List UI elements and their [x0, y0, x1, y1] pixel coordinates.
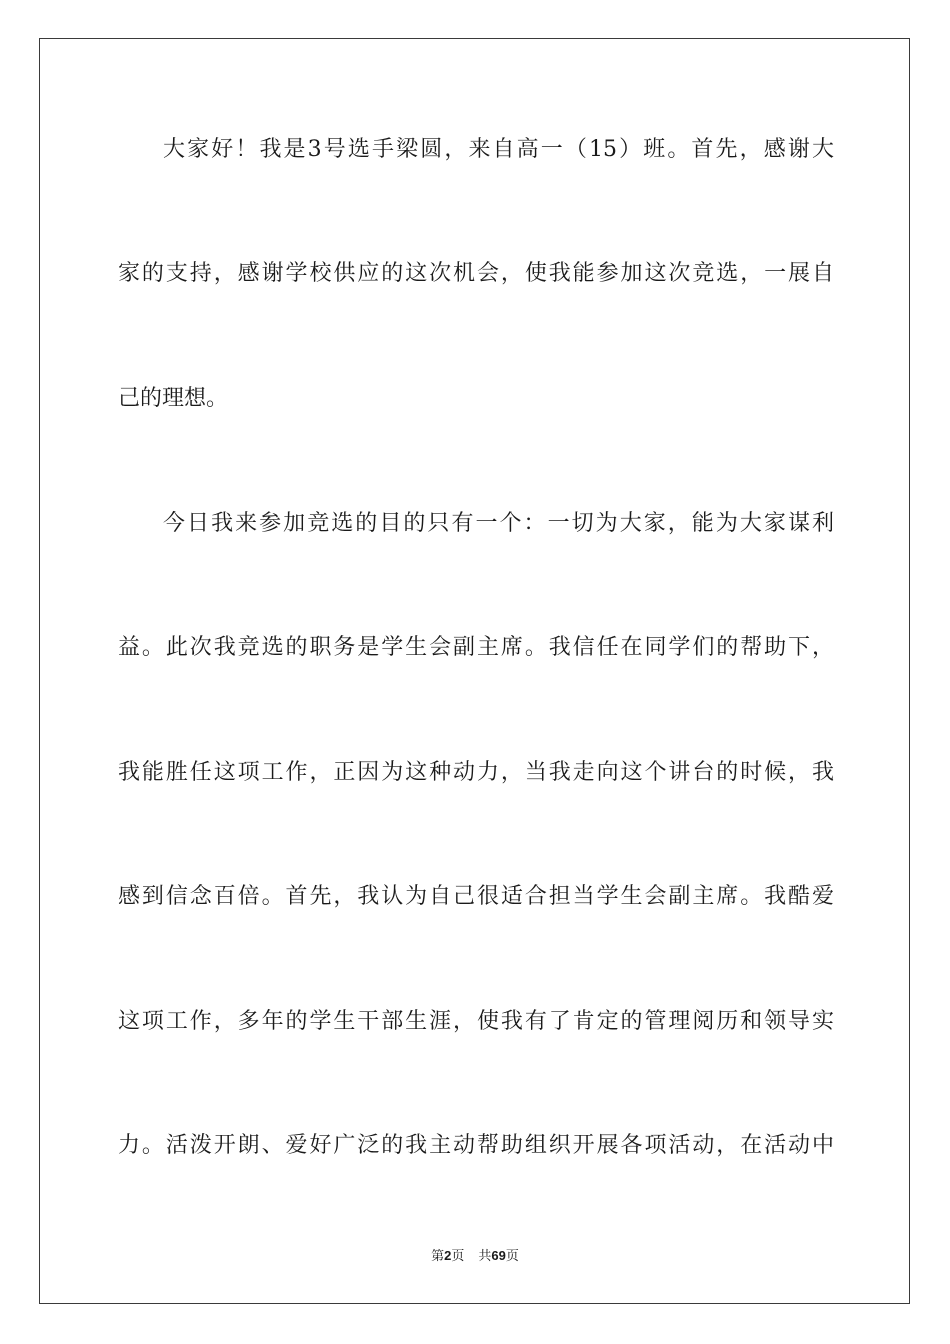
paragraph-1-line-1: 大家好！我是3号选手梁圆，来自高一（15）班。首先，感谢大 — [163, 137, 834, 162]
paragraph-2-line-6: 力。活泼开朗、爱好广泛的我主动帮助组织开展各项活动，在活动中 — [118, 1133, 834, 1158]
paragraph-2-line-5: 这项工作，多年的学生干部生涯，使我有了肯定的管理阅历和领导实 — [118, 1009, 834, 1034]
footer-page-number: 2 — [444, 1248, 452, 1263]
footer-total-suffix: 页 — [505, 1249, 519, 1264]
paragraph-1-line-2: 家的支持，感谢学校供应的这次机会，使我能参加这次竞选，一展自 — [118, 261, 834, 286]
footer-page-prefix: 第 — [431, 1249, 445, 1264]
paragraph-2-line-2: 益。此次我竞选的职务是学生会副主席。我信任在同学们的帮助下， — [118, 635, 834, 660]
footer-total-prefix: 共 — [478, 1249, 492, 1264]
paragraph-2-line-4: 感到信念百倍。首先，我认为自己很适合担当学生会副主席。我酷爱 — [118, 884, 834, 909]
page-footer — [0, 1247, 950, 1266]
paragraph-1-line-3: 己的理想。 — [118, 386, 229, 411]
footer-total-number: 69 — [491, 1248, 506, 1263]
page-border — [39, 38, 910, 1304]
paragraph-2-line-3: 我能胜任这项工作，正因为这种动力，当我走向这个讲台的时候，我 — [118, 760, 834, 785]
paragraph-2-line-1: 今日我来参加竞选的目的只有一个：一切为大家，能为大家谋利 — [163, 511, 834, 536]
footer-page-suffix: 页 — [451, 1249, 465, 1264]
